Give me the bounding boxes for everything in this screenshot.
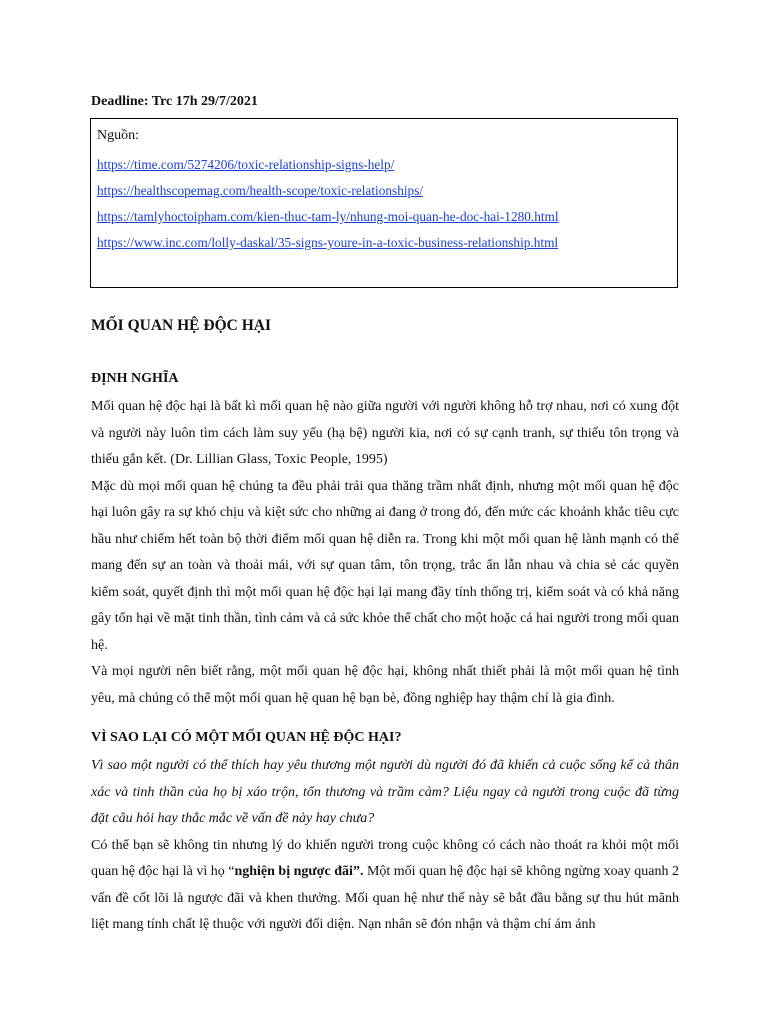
definition-paragraph-3: Và mọi người nên biết rằng, một mối quan hệ độc hại, không nhất thiết phải là một mối quan hệ tình yêu, mà chúng có thể một mối quan hệ quan hệ bạn bè, đồng nghiệp hay thậm chí là gia đình. <box>91 664 679 706</box>
why-section <box>91 728 679 939</box>
why-text-before: Có thể bạn sẽ không tin nhưng lý do khiến người trong cuộc không có cách nào thoát ra khỏi một mối quan hệ độc hại là vì họ “ <box>91 837 679 879</box>
definition-paragraph-1: Mối quan hệ độc hại là bất kì mối quan hệ nào giữa người với người không hỗ trợ nhau, nơi có xung đột và người này luôn tìm cách làm suy yếu (hạ bệ) người kia, nơi có sự cạnh tranh, sự thiếu tôn trọng và thiếu gắn kết. (Dr. Lillian Glass, Toxic People, 1995) <box>91 399 679 467</box>
why-explanation-paragraph <box>91 833 679 939</box>
why-bold-phrase: nghiện bị ngược đãi”. <box>234 864 364 879</box>
page-title: MỐI QUAN HỆ ĐỘC HẠI <box>91 317 271 334</box>
source-link-inc[interactable]: https://www.inc.com/lolly-daskal/35-signs-youre-in-a-toxic-business-relationship.html <box>97 235 559 250</box>
deadline-text: Deadline: Trc 17h 29/7/2021 <box>91 94 258 109</box>
why-text-after: Một mối quan hệ độc hại sẽ không ngừng xoay quanh 2 vấn đề cốt lõi là ngược đãi và khen thưởng. Mối quan hệ như thế này sẽ bắt đầu bằng sự thu hút mãnh liệt mang tính chất lệ thuộc với người đối diện. Nạn nhân sẽ đón nhận và thậm chí ám ảnh <box>91 864 680 932</box>
sources-box <box>90 118 678 288</box>
source-link-healthscope[interactable]: https://healthscopemag.com/health-scope/toxic-relationships/ <box>97 183 424 198</box>
source-link-tamlyhoc[interactable]: https://tamlyhoctoipham.com/kien-thuc-tam-ly/nhung-moi-quan-he-doc-hai-1280.html <box>97 209 559 224</box>
why-heading: VÌ SAO LẠI CÓ MỘT MỐI QUAN HỆ ĐỘC HẠI? <box>91 730 402 745</box>
definition-section <box>91 369 679 712</box>
sources-label: Nguồn: <box>97 128 139 143</box>
definition-heading: ĐỊNH NGHĨA <box>91 371 179 386</box>
source-link-time[interactable]: https://time.com/5274206/toxic-relationship-signs-help/ <box>97 157 395 172</box>
why-question-paragraph: Vì sao một người có thể thích hay yêu thương một người dù người đó đã khiến cả cuộc sống kể cả thân xác và tinh thần của họ bị xáo trộn, tổn thương và trầm cảm? Liệu ngay cả người trong cuộc đã từng đặt câu hỏi hay thắc mắc về vấn đề này hay chưa? <box>91 758 679 826</box>
definition-paragraph-2: Mặc dù mọi mối quan hệ chúng ta đều phải trải qua thăng trầm nhất định, nhưng một mối quan hệ độc hại luôn gây ra sự khó chịu và kiệt sức cho những ai đang ở trong đó, đến mức các khoảnh khắc tiêu cực hầu như chiếm hết toàn bộ thời điểm mối quan hệ diễn ra. Trong khi một mối quan hệ lành mạnh có thể mang đến sự an toàn và thoải mái, với sự quan tâm, tôn trọng, trắc ẩn lẫn nhau và chia sẻ các quyền kiểm soát, quyết định thì một mối quan hệ độc hại lại mang đầy tính thống trị, kiểm soát và có khả năng gây tổn hại về mặt tinh thần, tình cảm và cả sức khỏe thể chất cho một hoặc cả hai người trong mối quan hệ. <box>91 478 679 653</box>
